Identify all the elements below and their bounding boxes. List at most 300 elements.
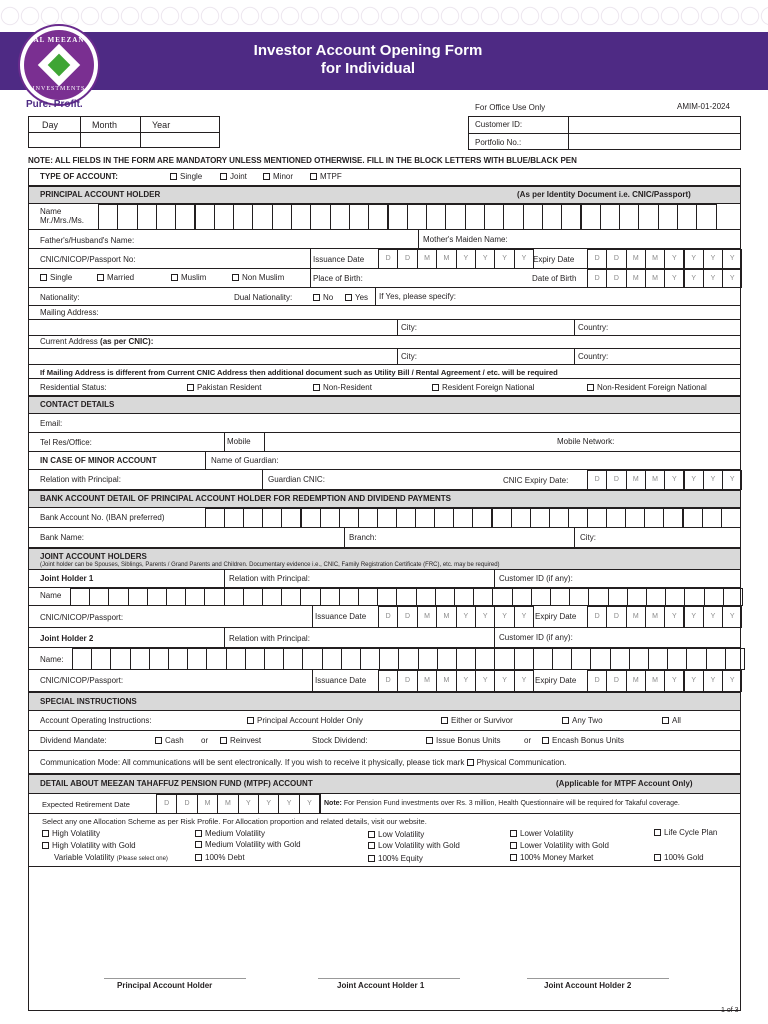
iban-cell[interactable] (549, 508, 569, 528)
jh1-issuance-cell[interactable]: Y (514, 606, 534, 628)
guardian-expiry-cell[interactable]: M (626, 470, 646, 490)
name-char-cell[interactable] (407, 204, 427, 230)
jh2-name-cell[interactable] (533, 648, 553, 670)
jh2-issuance-cell[interactable]: Y (494, 670, 514, 692)
retirement-date-cell[interactable]: Y (278, 794, 299, 814)
name-char-cell[interactable] (465, 204, 485, 230)
scheme-100-equity[interactable]: 100% Equity (368, 854, 423, 864)
jh1-name-cell[interactable] (454, 588, 474, 606)
date-day-label: Day (42, 120, 59, 130)
jh2-name-cell[interactable] (168, 648, 188, 670)
jh2-name-cell[interactable] (360, 648, 380, 670)
jh2-name-cell[interactable] (590, 648, 610, 670)
tel-label: Tel Res/Office: (40, 438, 92, 447)
name-char-cell[interactable] (330, 204, 350, 230)
dob-cell[interactable]: M (626, 269, 646, 288)
name-char-cell[interactable] (600, 204, 620, 230)
bank-branch-label: Branch: (349, 533, 377, 542)
jh1-name-cell[interactable] (262, 588, 282, 606)
iban-cell[interactable] (434, 508, 454, 528)
jh2-name-cell[interactable] (149, 648, 169, 670)
scheme-low-volatility[interactable]: Low Volatility (368, 830, 424, 840)
name-char-cell[interactable] (214, 204, 234, 230)
jh1-name-cell[interactable] (396, 588, 416, 606)
jh1-expiry-cell[interactable]: D (587, 606, 607, 628)
mother-name-label: Mother's Maiden Name: (423, 235, 508, 244)
jh1-name-cell[interactable] (147, 588, 167, 606)
jh1-expiry-cell[interactable]: Y (703, 606, 723, 628)
issuance-date-cell[interactable]: Y (456, 249, 476, 269)
jh1-name-cell[interactable] (377, 588, 397, 606)
mailing-note: If Mailing Address is different from Current CNIC Address then additional document such as Utility Bill / Rental Agreement / etc. will be required (40, 368, 558, 377)
iban-cell[interactable] (625, 508, 645, 528)
joint-holder-2-label: Joint Holder 2 (40, 634, 94, 643)
mtpf-heading: DETAIL ABOUT MEEZAN TAHAFFUZ PENSION FUND (MTPF) ACCOUNT (40, 779, 313, 788)
issuance-date-cell[interactable]: D (397, 249, 417, 269)
jh2-name-cell[interactable] (456, 648, 476, 670)
jh2-issuance-cell[interactable]: D (397, 670, 417, 692)
iban-cell[interactable] (453, 508, 473, 528)
jh1-name-cell[interactable] (684, 588, 704, 606)
guardian-expiry-cell[interactable]: D (606, 470, 626, 490)
customer-id-label: Customer ID: (475, 120, 523, 129)
scheme-life-cycle[interactable]: Life Cycle Plan (654, 828, 717, 838)
expiry-date-cell[interactable]: Y (722, 249, 742, 269)
name-char-cell[interactable] (291, 204, 311, 230)
scheme-high-volatility[interactable]: High Volatility (42, 829, 100, 839)
single-opt[interactable]: Single (40, 273, 72, 283)
retirement-date-cell[interactable]: D (156, 794, 177, 814)
jh1-expiry-cell[interactable]: M (626, 606, 646, 628)
communication-mode: Communication Mode: All communications will be sent electronically. If you wish to receive it physically, please tick mark Physical Communication. (40, 758, 567, 767)
contact-heading: CONTACT DETAILS (40, 400, 115, 409)
jh1-expiry-cell[interactable]: M (645, 606, 665, 628)
married-opt[interactable]: Married (97, 273, 134, 283)
iban-cell[interactable] (301, 508, 321, 528)
jh1-name-cell[interactable] (416, 588, 436, 606)
scheme-medium-volatility[interactable]: Medium Volatility (195, 829, 265, 839)
iban-cell[interactable] (702, 508, 722, 528)
jh2-issuance-cell[interactable]: Y (456, 670, 476, 692)
scheme-100-gold[interactable]: 100% Gold (654, 853, 704, 863)
name-char-cell[interactable] (233, 204, 253, 230)
jh2-name-cell[interactable] (514, 648, 534, 670)
jh2-customer-id-label: Customer ID (if any): (499, 633, 573, 642)
retirement-date-cell[interactable]: Y (238, 794, 259, 814)
retirement-date-cell[interactable]: M (197, 794, 218, 814)
expiry-date-cell[interactable]: Y (664, 249, 684, 269)
dual-yes[interactable]: Yes (345, 293, 368, 303)
jh2-cnic-label: CNIC/NICOP/Passport: (40, 676, 124, 685)
name-char-cell[interactable] (310, 204, 330, 230)
name-char-cell[interactable] (175, 204, 195, 230)
jh2-name-cell[interactable] (302, 648, 322, 670)
minor-heading: IN CASE OF MINOR ACCOUNT (40, 456, 157, 465)
jh1-name-cell[interactable] (435, 588, 455, 606)
jh2-name-cell[interactable] (130, 648, 150, 670)
bank-city-label: City: (580, 533, 596, 542)
non-muslim-opt[interactable]: Non Muslim (232, 273, 284, 283)
jh1-name-cell[interactable] (627, 588, 647, 606)
jh1-name-cell[interactable] (608, 588, 628, 606)
jh1-name-cell[interactable] (224, 588, 244, 606)
iban-cell[interactable] (492, 508, 512, 528)
contact-header (28, 396, 741, 414)
jh2-expiry-cell[interactable]: Y (722, 670, 742, 692)
iban-cell[interactable] (262, 508, 282, 528)
iban-cell[interactable] (396, 508, 416, 528)
name-char-cell[interactable] (581, 204, 601, 230)
joint-holder-1-label: Joint Holder 1 (40, 574, 94, 583)
nationality-label: Nationality: (40, 293, 80, 302)
name-char-cell[interactable] (619, 204, 639, 230)
dob-cell[interactable]: D (587, 269, 607, 288)
name-char-cell[interactable] (272, 204, 292, 230)
issuance-date-cell[interactable]: Y (514, 249, 534, 269)
expiry-date-cell[interactable]: M (645, 249, 665, 269)
name-label: Name Mr./Mrs./Ms. (40, 207, 84, 225)
jh2-name-cell[interactable] (283, 648, 303, 670)
joint-subnote: (Joint holder can be Spouses, Siblings, Parents / Grand Parents and Children. Documentary evidence i.e., CNIC, Family Registration Certificate (FRC), etc. may be required) (40, 562, 500, 568)
name-char-cell[interactable] (117, 204, 137, 230)
jh1-name-cell[interactable] (166, 588, 186, 606)
name-char-cell[interactable] (349, 204, 369, 230)
name-char-cell[interactable] (523, 204, 543, 230)
account-type-label: TYPE OF ACCOUNT: (40, 172, 118, 181)
dividend-mandate-label: Dividend Mandate: (40, 736, 107, 745)
iban-cell[interactable] (339, 508, 359, 528)
jh2-name-cell[interactable] (110, 648, 130, 670)
issuance-date-cell[interactable]: Y (475, 249, 495, 269)
physical-comm-checkbox[interactable]: Physical Communication. (467, 758, 567, 767)
name-char-cell[interactable] (445, 204, 465, 230)
jh1-issuance-cell[interactable]: Y (456, 606, 476, 628)
tagline: Pure. Profit. (26, 99, 83, 110)
dual-no[interactable]: No (313, 293, 333, 303)
dividend-reinvest[interactable]: Reinvest (220, 736, 261, 746)
jh1-cnic-label: CNIC/NICOP/Passport: (40, 613, 124, 622)
jh2-name-cell[interactable] (226, 648, 246, 670)
jh1-name-cell[interactable] (550, 588, 570, 606)
jh1-name-cell[interactable] (569, 588, 589, 606)
jh2-name-cell[interactable] (245, 648, 265, 670)
jh1-name-label: Name (40, 591, 62, 600)
jh1-name-cell[interactable] (704, 588, 724, 606)
name-char-cell[interactable] (542, 204, 562, 230)
retirement-date-cell[interactable]: M (217, 794, 238, 814)
principal-heading-note: (As per Identity Document i.e. CNIC/Passport) (517, 190, 691, 199)
guardian-expiry-cell[interactable]: M (645, 470, 665, 490)
jh2-issuance-cell[interactable]: M (436, 670, 456, 692)
joint-heading: JOINT ACCOUNT HOLDERS (40, 552, 147, 561)
jh2-name-cell[interactable] (264, 648, 284, 670)
iban-cell[interactable] (530, 508, 550, 528)
expiry-date-cell[interactable]: D (606, 249, 626, 269)
form-title: Investor Account Opening Form for Individual (253, 42, 483, 77)
jh2-expiry-cell[interactable]: Y (664, 670, 684, 692)
jh2-name-cell[interactable] (571, 648, 591, 670)
jh2-expiry-cell[interactable]: D (587, 670, 607, 692)
jh1-name-cell[interactable] (358, 588, 378, 606)
guardian-name-label: Name of Guardian: (211, 456, 279, 465)
iban-cell[interactable] (205, 508, 225, 528)
name-char-cell[interactable] (503, 204, 523, 230)
jh2-issuance-cell[interactable]: Y (514, 670, 534, 692)
name-char-cell[interactable] (98, 204, 118, 230)
jh1-name-cell[interactable] (70, 588, 90, 606)
jh2-name-cell[interactable] (648, 648, 668, 670)
dob-cell[interactable]: Y (684, 269, 704, 288)
scheme-lower-gold[interactable]: Lower Volatility with Gold (510, 841, 609, 851)
al-meezan-logo: AL MEEZAN INVESTMENTS (18, 24, 100, 106)
jh1-issuance-cell[interactable]: D (378, 606, 398, 628)
res-non-resident[interactable]: Non-Resident (313, 383, 372, 393)
guardian-expiry-cell[interactable]: Y (684, 470, 704, 490)
jh2-name-cell[interactable] (686, 648, 706, 670)
dob-cell[interactable]: Y (664, 269, 684, 288)
if-yes-label: If Yes, please specify: (379, 292, 456, 301)
iban-cell[interactable] (224, 508, 244, 528)
sig-joint-1: Joint Account Holder 1 (337, 981, 425, 990)
name-char-cell[interactable] (677, 204, 697, 230)
dob-cell[interactable]: M (645, 269, 665, 288)
bank-account-label: Bank Account No. (IBAN preferred) (40, 513, 165, 522)
name-char-cell[interactable] (561, 204, 581, 230)
jh2-name-cell[interactable] (706, 648, 726, 670)
issuance-date-cell[interactable]: Y (494, 249, 514, 269)
guardian-cnic-expiry-label: CNIC Expiry Date: (503, 476, 569, 485)
residential-status-label: Residential Status: (40, 383, 107, 392)
current-address-label: Current Address (as per CNIC): (40, 337, 154, 346)
jh1-name-cell[interactable] (512, 588, 532, 606)
father-name-label: Father's/Husband's Name: (40, 236, 135, 245)
date-year-label: Year (152, 120, 171, 130)
jh2-expiry-cell[interactable]: M (626, 670, 646, 692)
retirement-date-cell[interactable]: Y (299, 794, 320, 814)
retirement-date-cell[interactable]: Y (258, 794, 279, 814)
jh2-issuance-cell[interactable]: Y (475, 670, 495, 692)
opt-mtpf[interactable]: MTPF (310, 172, 342, 182)
iban-cell[interactable] (472, 508, 492, 528)
res-non-resident-foreign[interactable]: Non-Resident Foreign National (587, 383, 707, 393)
jh1-name-cell[interactable] (281, 588, 301, 606)
jh1-name-cell[interactable] (243, 588, 263, 606)
name-char-cell[interactable] (658, 204, 678, 230)
iban-cell[interactable] (320, 508, 340, 528)
jh2-expiry-label: Expiry Date (535, 676, 577, 685)
name-char-cell[interactable] (696, 204, 716, 230)
stock-encash-bonus[interactable]: Encash Bonus Units (542, 736, 624, 746)
iban-cell[interactable] (721, 508, 741, 528)
iban-cell[interactable] (511, 508, 531, 528)
guardian-expiry-cell[interactable]: Y (722, 470, 742, 490)
dob-cell[interactable]: D (606, 269, 626, 288)
sig-joint-2: Joint Account Holder 2 (544, 981, 632, 990)
name-char-cell[interactable] (638, 204, 658, 230)
principal-heading: PRINCIPAL ACCOUNT HOLDER (40, 190, 161, 199)
issuance-date-cell[interactable]: M (417, 249, 437, 269)
opt-single[interactable]: Single (170, 172, 202, 182)
jh1-customer-id-label: Customer ID (if any): (499, 574, 573, 583)
iban-cell[interactable] (606, 508, 626, 528)
jh2-name-cell[interactable] (379, 648, 399, 670)
scheme-100-debt[interactable]: 100% Debt (195, 853, 245, 863)
jh2-name-cell[interactable] (187, 648, 207, 670)
name-char-cell[interactable] (156, 204, 176, 230)
iban-cell[interactable] (377, 508, 397, 528)
jh1-name-cell[interactable] (204, 588, 224, 606)
iban-cell[interactable] (683, 508, 703, 528)
jh1-name-cell[interactable] (665, 588, 685, 606)
aoi-any-two[interactable]: Any Two (562, 716, 603, 726)
muslim-opt[interactable]: Muslim (171, 273, 206, 283)
mailing-country-label: Country: (578, 323, 609, 332)
account-type-row (28, 168, 741, 186)
jh1-issuance-cell[interactable]: M (417, 606, 437, 628)
iban-cell[interactable] (663, 508, 683, 528)
mailing-city-label: City: (401, 323, 417, 332)
res-foreign-national[interactable]: Resident Foreign National (432, 383, 535, 393)
jh2-name-cell[interactable] (398, 648, 418, 670)
stock-or: or (524, 736, 532, 745)
retirement-date-cell[interactable]: D (176, 794, 197, 814)
jh1-name-cell[interactable] (646, 588, 666, 606)
guardian-cnic-label: Guardian CNIC: (268, 475, 325, 484)
jh1-name-cell[interactable] (588, 588, 608, 606)
jh2-name-cell[interactable] (418, 648, 438, 670)
bank-heading: BANK ACCOUNT DETAIL OF PRINCIPAL ACCOUNT HOLDER FOR REDEMPTION AND DIVIDEND PAYMENTS (40, 494, 451, 503)
jh2-expiry-cell[interactable]: Y (703, 670, 723, 692)
jh1-name-cell[interactable] (723, 588, 743, 606)
jh1-issuance-cell[interactable]: D (397, 606, 417, 628)
issuance-date-cell[interactable]: D (378, 249, 398, 269)
guardian-expiry-cell[interactable]: Y (703, 470, 723, 490)
name-char-cell[interactable] (388, 204, 408, 230)
jh1-name-cell[interactable] (300, 588, 320, 606)
name-char-cell[interactable] (195, 204, 215, 230)
aoi-principal-only[interactable]: Principal Account Holder Only (247, 716, 363, 726)
mobile-label: Mobile (227, 437, 251, 446)
expiry-date-cell[interactable]: Y (684, 249, 704, 269)
scheme-low-gold[interactable]: Low Volatility with Gold (368, 841, 460, 851)
jh1-issuance-cell[interactable]: M (436, 606, 456, 628)
scheme-100-money-market[interactable]: 100% Money Market (510, 853, 593, 863)
page-number: 1 of 3 (721, 1007, 739, 1014)
iban-cell[interactable] (568, 508, 588, 528)
jh1-name-cell[interactable] (320, 588, 340, 606)
jh2-name-cell[interactable] (341, 648, 361, 670)
aoi-either-survivor[interactable]: Either or Survivor (441, 716, 513, 726)
jh1-name-cell[interactable] (185, 588, 205, 606)
retirement-date-label: Expected Retirement Date (42, 800, 130, 809)
res-pakistan[interactable]: Pakistan Resident (187, 383, 261, 393)
jh2-name-cell[interactable] (206, 648, 226, 670)
scheme-lower-volatility[interactable]: Lower Volatility (510, 829, 573, 839)
jh2-name-cell[interactable] (725, 648, 745, 670)
jh1-name-cell[interactable] (339, 588, 359, 606)
current-city-label: City: (401, 352, 417, 361)
variable-volatility-label: Variable Volatility (Please select one) (54, 853, 168, 862)
jh2-name-cell[interactable] (322, 648, 342, 670)
jh1-expiry-cell[interactable]: D (606, 606, 626, 628)
jh1-name-cell[interactable] (89, 588, 109, 606)
jh1-expiry-cell[interactable]: Y (722, 606, 742, 628)
jh2-expiry-cell[interactable]: Y (684, 670, 704, 692)
opt-joint[interactable]: Joint (220, 172, 247, 182)
iban-cell[interactable] (281, 508, 301, 528)
stock-issue-bonus[interactable]: Issue Bonus Units (426, 736, 500, 746)
name-char-cell[interactable] (137, 204, 157, 230)
dob-cell[interactable]: Y (703, 269, 723, 288)
jh2-name-cell[interactable] (437, 648, 457, 670)
jh2-issuance-label: Issuance Date (315, 676, 367, 685)
opt-minor[interactable]: Minor (263, 172, 293, 182)
dividend-or: or (201, 736, 209, 745)
dob-cell[interactable]: Y (722, 269, 742, 288)
mandatory-note: NOTE: ALL FIELDS IN THE FORM ARE MANDATORY UNLESS MENTIONED OTHERWISE. FILL IN THE BLOCK LETTERS WITH BLUE/BLACK PEN (28, 156, 577, 165)
jh2-expiry-cell[interactable]: M (645, 670, 665, 692)
scheme-medium-gold[interactable]: Medium Volatility with Gold (195, 840, 301, 850)
jh1-name-cell[interactable] (128, 588, 148, 606)
jh2-name-cell[interactable] (610, 648, 630, 670)
name-char-cell[interactable] (368, 204, 388, 230)
jh1-expiry-cell[interactable]: Y (664, 606, 684, 628)
current-country-label: Country: (578, 352, 609, 361)
header-pattern (0, 0, 768, 32)
jh2-name-cell[interactable] (667, 648, 687, 670)
iban-cell[interactable] (587, 508, 607, 528)
expiry-date-cell[interactable]: D (587, 249, 607, 269)
form-code: AMIM-01-2024 (677, 102, 730, 111)
jh2-issuance-cell[interactable]: M (417, 670, 437, 692)
mailing-address-label: Mailing Address: (40, 308, 99, 317)
office-use-label: For Office Use Only (475, 103, 546, 112)
jh2-name-cell[interactable] (494, 648, 514, 670)
jh2-name-cell[interactable] (91, 648, 111, 670)
name-char-cell[interactable] (426, 204, 446, 230)
jh2-expiry-cell[interactable]: D (606, 670, 626, 692)
jh2-relation-label: Relation with Principal: (229, 634, 310, 643)
jh2-name-cell[interactable] (629, 648, 649, 670)
guardian-expiry-cell[interactable]: D (587, 470, 607, 490)
jh1-issuance-cell[interactable]: Y (475, 606, 495, 628)
iban-cell[interactable] (358, 508, 378, 528)
jh1-name-cell[interactable] (531, 588, 551, 606)
jh2-name-cell[interactable] (552, 648, 572, 670)
dividend-cash[interactable]: Cash (155, 736, 184, 746)
name-char-cell[interactable] (252, 204, 272, 230)
jh1-issuance-cell[interactable]: Y (494, 606, 514, 628)
jh2-name-cell[interactable] (72, 648, 92, 670)
jh2-issuance-cell[interactable]: D (378, 670, 398, 692)
expiry-date-cell[interactable]: M (626, 249, 646, 269)
guardian-expiry-cell[interactable]: Y (664, 470, 684, 490)
jh1-name-cell[interactable] (473, 588, 493, 606)
jh2-name-cell[interactable] (475, 648, 495, 670)
aoi-all[interactable]: All (662, 716, 681, 726)
stock-dividend-label: Stock Dividend: (312, 736, 368, 745)
iban-cell[interactable] (644, 508, 664, 528)
scheme-high-gold[interactable]: High Volatility with Gold (42, 841, 136, 851)
jh1-expiry-cell[interactable]: Y (684, 606, 704, 628)
issuance-date-cell[interactable]: M (436, 249, 456, 269)
jh1-name-cell[interactable] (108, 588, 128, 606)
jh1-name-cell[interactable] (492, 588, 512, 606)
name-char-cell[interactable] (484, 204, 504, 230)
expiry-date-cell[interactable]: Y (703, 249, 723, 269)
iban-cell[interactable] (243, 508, 263, 528)
iban-cell[interactable] (415, 508, 435, 528)
